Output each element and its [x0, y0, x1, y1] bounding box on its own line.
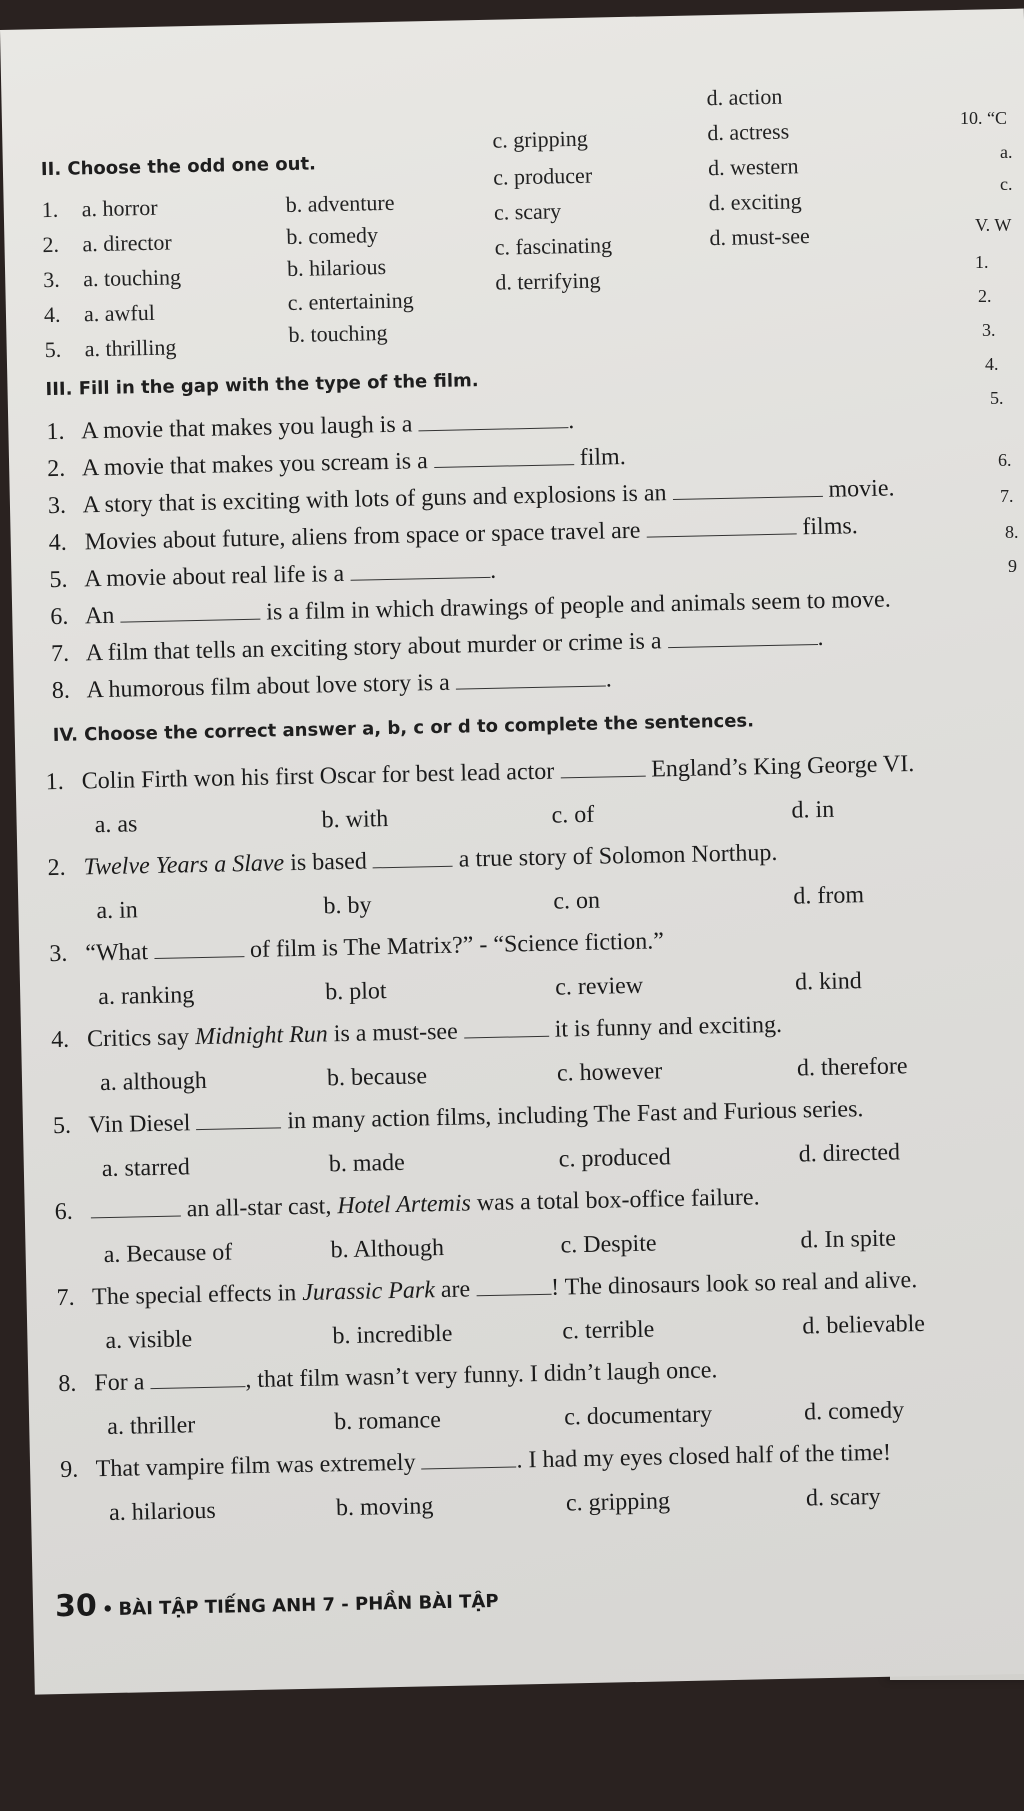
film-title: Jurassic Park [301, 1277, 436, 1306]
item-tail: movie. [828, 475, 895, 503]
item-text: A movie about real life is a [83, 560, 345, 593]
question-number: 6. [54, 1198, 74, 1226]
margin-text: 2. [978, 286, 992, 306]
list-item [48, 475, 895, 520]
question-tail: ! The dinosaurs look so real and alive. [550, 1267, 918, 1301]
question-tail: . I had my eyes closed half of the time! [516, 1439, 892, 1474]
item-number: 8. [51, 677, 71, 705]
option-d[interactable]: d. In spite [800, 1225, 897, 1254]
option-d[interactable]: d. kind [794, 968, 863, 996]
option-b[interactable]: b. with [321, 806, 389, 834]
item-tail: film. [579, 443, 626, 471]
margin-text: 3. [982, 320, 996, 340]
margin-text: 5. [990, 388, 1004, 408]
option-c[interactable]: c. documentary [563, 1401, 713, 1431]
question-text: “What [85, 939, 149, 967]
margin-text: 7. [1000, 486, 1014, 506]
question [54, 1184, 759, 1226]
section-3-heading: III. Fill in the gap with the type of the film. [45, 370, 479, 401]
question [47, 840, 777, 882]
option-a[interactable]: a. ranking [98, 982, 195, 1011]
option-a: a. horror [81, 194, 158, 222]
margin-text: 10. “C [960, 108, 1007, 128]
answer-blank[interactable] [196, 1111, 281, 1130]
answer-blank[interactable] [667, 628, 817, 648]
option-d[interactable]: d. in [791, 796, 835, 824]
question-number: 7. [56, 1284, 75, 1312]
section-2-heading: II. Choose the odd one out. [40, 153, 317, 181]
option-c[interactable]: c. review [554, 972, 644, 1001]
item-text: A film that tells an exciting story about murder or crime is a [85, 628, 662, 667]
margin-text: 4. [985, 354, 999, 374]
option-b[interactable]: b. romance [333, 1407, 442, 1436]
option-b: b. touching [288, 319, 388, 348]
row-number: 2. [42, 231, 60, 258]
answer-blank[interactable] [373, 850, 453, 869]
item-text: Movies about future, aliens from space or space travel are [84, 517, 641, 556]
option-a[interactable]: a. Because of [103, 1239, 233, 1269]
item-text: A movie that makes you scream is a [81, 448, 429, 482]
list-item [52, 666, 612, 705]
list-item [51, 625, 824, 668]
answer-blank[interactable] [350, 561, 490, 581]
item-text: An [84, 602, 115, 630]
item-number: 4. [48, 529, 68, 557]
option-d: d. exciting [708, 188, 802, 216]
answer-blank[interactable] [464, 1020, 549, 1039]
option-b[interactable]: b. made [328, 1149, 406, 1178]
option-a: a. thrilling [84, 334, 177, 362]
question [49, 928, 664, 968]
question [45, 751, 914, 796]
question [58, 1357, 718, 1398]
option-b[interactable]: b. incredible [332, 1320, 453, 1350]
answer-blank[interactable] [120, 603, 260, 623]
item-number: 2. [46, 455, 66, 483]
answer-blank[interactable] [434, 448, 574, 468]
option-c: c. gripping [492, 125, 588, 153]
list-item [47, 444, 626, 483]
question [51, 1012, 782, 1054]
item-tail: . [605, 666, 613, 693]
option-d: d. actress [707, 118, 790, 146]
question-text-2: is a must-see [333, 1018, 458, 1048]
answer-blank[interactable] [646, 517, 796, 537]
option-c[interactable]: c. terrible [562, 1316, 655, 1345]
option-c[interactable]: c. on [553, 887, 601, 915]
item-tail: films. [802, 513, 858, 541]
question-number: 1. [45, 768, 65, 796]
answer-blank[interactable] [421, 1450, 516, 1469]
answer-blank[interactable] [150, 1370, 245, 1389]
question [53, 1096, 864, 1140]
answer-blank[interactable] [154, 940, 244, 959]
option-d: d. western [707, 153, 799, 181]
option-c: c. scary [493, 198, 562, 225]
option-a: a. director [82, 229, 172, 257]
question-text: For a [94, 1369, 145, 1397]
option-c[interactable]: c. gripping [565, 1488, 671, 1517]
row-number: 5. [44, 336, 62, 363]
item-tail: . [489, 557, 497, 584]
answer-blank[interactable] [672, 480, 822, 500]
question-text-2: are [440, 1276, 471, 1304]
question-number: 5. [52, 1112, 72, 1140]
row-number: 1. [41, 196, 59, 223]
item-number: 7. [50, 640, 70, 668]
question-text: That vampire film was extremely [95, 1449, 416, 1483]
option-b[interactable]: b. Although [330, 1234, 445, 1264]
question-tail: of film is The Matrix?” - “Science fiction.” [249, 928, 665, 963]
question-text: The special effects in [91, 1280, 297, 1311]
option-a[interactable]: a. in [96, 897, 139, 925]
option-a[interactable]: a. thriller [107, 1412, 196, 1441]
question-tail: England’s King George VI. [650, 751, 915, 783]
footer-bullet: • [101, 1598, 114, 1621]
page-number: 30 [54, 1588, 98, 1625]
margin-text: 8. [1005, 522, 1019, 542]
question-tail: was a total box-office failure. [476, 1184, 760, 1217]
item-text: A movie that makes you laugh is a [80, 411, 413, 445]
row-number: 4. [43, 301, 61, 328]
list-item [49, 558, 496, 594]
question-tail: , that film wasn’t very funny. I didn’t laugh once. [245, 1357, 718, 1394]
item-text: A story that is exciting with lots of guns and explosions is an [82, 480, 667, 519]
margin-text: a. [1000, 142, 1013, 162]
question-tail: in many action films, including The Fast and Furious series. [287, 1096, 864, 1135]
option-b[interactable]: b. by [323, 892, 372, 920]
question-number: 9. [59, 1456, 79, 1484]
option-c: c. fascinating [494, 232, 613, 260]
film-title: Hotel Artemis [337, 1190, 472, 1220]
book-title: BÀI TẬP TIẾNG ANH 7 - PHẦN BÀI TẬP [118, 1590, 499, 1620]
option-b[interactable]: b. because [326, 1063, 428, 1092]
option-a[interactable]: a. as [94, 811, 138, 839]
option-b: b. comedy [286, 222, 379, 250]
margin-text: c. [1000, 174, 1013, 194]
page-footer [55, 1580, 499, 1624]
option-c[interactable]: c. however [556, 1058, 663, 1087]
question-text: Critics say [86, 1024, 190, 1053]
question-text: Colin Firth won his first Oscar for best lead actor [81, 758, 555, 795]
option-b: b. hilarious [286, 253, 387, 282]
list-item [48, 513, 858, 557]
question-number: 4. [50, 1026, 70, 1054]
option-b[interactable]: b. plot [324, 978, 387, 1006]
list-item [50, 586, 891, 631]
margin-text: 1. [975, 252, 989, 272]
option-a: a. touching [82, 264, 182, 292]
option-a: a. awful [83, 299, 156, 327]
option-d[interactable]: d. scary [805, 1483, 881, 1512]
question-text: an all-star cast, [186, 1193, 332, 1223]
question-number: 2. [47, 854, 66, 882]
question [56, 1267, 917, 1312]
margin-text: 9 [1008, 556, 1017, 576]
option-a[interactable]: a. visible [105, 1326, 193, 1355]
question-number: 8. [58, 1370, 77, 1398]
item-number: 1. [46, 418, 65, 446]
margin-text: V. W [975, 215, 1012, 235]
item-text: A humorous film about love story is a [86, 669, 451, 704]
question [60, 1440, 891, 1484]
option-d: d. action [706, 83, 783, 111]
question-tail: it is funny and exciting. [554, 1011, 783, 1043]
film-title: Midnight Run [194, 1021, 329, 1051]
option-d[interactable]: d. believable [802, 1310, 926, 1340]
option-d[interactable]: d. from [793, 882, 865, 910]
item-tail: . [817, 624, 824, 652]
answer-blank[interactable] [476, 1278, 551, 1297]
option-d[interactable]: d. directed [798, 1139, 901, 1168]
item-number: 6. [50, 603, 69, 631]
option-a[interactable]: a. hilarious [108, 1497, 216, 1527]
option-b[interactable]: b. moving [335, 1493, 434, 1522]
item-number: 3. [47, 492, 67, 520]
row-number: 3. [42, 266, 60, 293]
option-a[interactable]: a. although [99, 1067, 207, 1097]
answer-blank[interactable] [91, 1199, 181, 1218]
question-tail: a true story of Solomon Northup. [458, 839, 778, 873]
option-b: b. adventure [285, 189, 395, 218]
option-d[interactable]: d. therefore [796, 1053, 908, 1082]
item-tail: is a film in which drawings of people and animals seem to move. [266, 586, 891, 626]
section-4-heading: IV. Choose the correct answer a, b, c or d to complete the sentences. [52, 710, 755, 747]
question-text: is based [289, 848, 368, 877]
option-c: d. terrifying [495, 267, 601, 295]
film-title: Twelve Years a Slave [83, 850, 285, 881]
question-text: Vin Diesel [88, 1110, 191, 1139]
option-c: c. producer [492, 162, 593, 190]
item-number: 5. [49, 566, 68, 594]
answer-blank[interactable] [560, 760, 645, 779]
margin-text: 6. [998, 450, 1012, 470]
option-a[interactable]: a. starred [101, 1154, 191, 1183]
option-d: d. must-see [709, 223, 810, 251]
workbook-page [0, 9, 1024, 1695]
option-c[interactable]: c. Despite [560, 1230, 657, 1259]
option-d[interactable]: d. comedy [803, 1397, 905, 1426]
answer-blank[interactable] [456, 669, 606, 689]
option-c[interactable]: c. of [551, 801, 595, 829]
answer-blank[interactable] [418, 411, 568, 431]
option-c[interactable]: c. produced [558, 1144, 671, 1173]
item-tail: . [568, 408, 575, 435]
option-b: c. entertaining [287, 287, 414, 316]
list-item [46, 408, 574, 446]
question-number: 3. [49, 940, 68, 968]
